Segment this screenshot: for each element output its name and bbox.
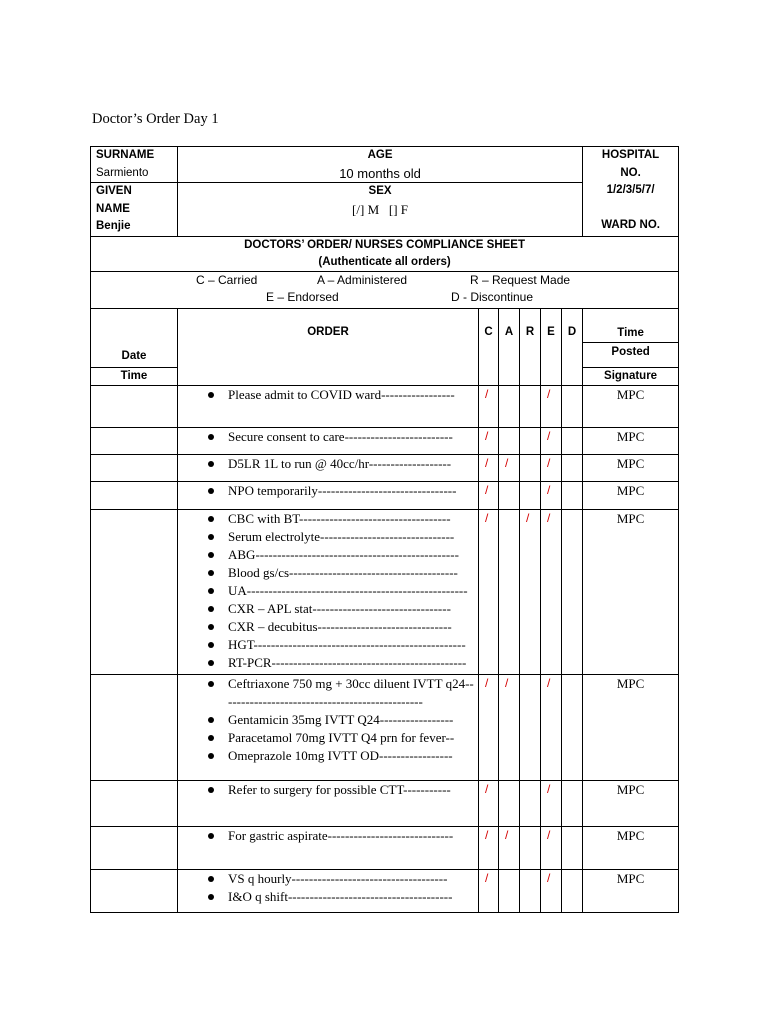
carried-mark: / xyxy=(479,509,499,674)
order-text: Blood gs/cs--------------------------------------- xyxy=(228,564,458,580)
signature-cell: MPC xyxy=(583,509,679,674)
order-cell xyxy=(178,454,479,481)
surname-cell xyxy=(91,147,178,183)
administered-mark xyxy=(499,869,520,912)
bullet-icon xyxy=(208,588,214,594)
bullet-icon xyxy=(208,488,214,494)
administered-mark: / xyxy=(499,826,520,869)
order-header-label: ORDER xyxy=(307,325,349,338)
legend-carried: C – Carried xyxy=(196,272,258,287)
carried-mark: / xyxy=(479,427,499,454)
given-label: GIVEN xyxy=(96,185,132,197)
signature-cell: MPC xyxy=(583,674,679,780)
order-item xyxy=(178,711,478,729)
sex-cell xyxy=(178,183,583,237)
bullet-icon xyxy=(208,735,214,741)
legend-discontinue: D - Discontinue xyxy=(451,289,534,304)
c-header xyxy=(479,308,499,385)
discontinue-mark xyxy=(562,385,583,427)
order-text: RT-PCR--------------------------------------------- xyxy=(228,654,467,670)
order-text: Paracetamol 70mg IVTT Q4 prn for fever-- xyxy=(228,729,455,745)
request-mark xyxy=(520,481,541,509)
hospital-number: 1/2/3/5/7/ xyxy=(606,184,655,196)
bullet-icon xyxy=(208,552,214,558)
bullet-icon xyxy=(208,753,214,759)
bullet-icon xyxy=(208,642,214,648)
d-header-label: D xyxy=(567,325,577,338)
request-mark xyxy=(520,385,541,427)
date-time-cell xyxy=(91,509,178,674)
endorsed-mark: / xyxy=(541,674,562,780)
date-time-cell xyxy=(91,481,178,509)
e-header-label: E xyxy=(547,325,555,338)
bullet-icon xyxy=(208,534,214,540)
administered-mark xyxy=(499,481,520,509)
date-time-cell xyxy=(91,427,178,454)
endorsed-mark: / xyxy=(541,481,562,509)
order-row xyxy=(91,481,679,509)
bullet-icon xyxy=(208,717,214,723)
bullet-icon xyxy=(208,434,214,440)
order-item xyxy=(178,510,478,528)
order-item xyxy=(178,600,478,618)
carried-mark: / xyxy=(479,454,499,481)
order-text: Omeprazole 10mg IVTT OD----------------- xyxy=(228,747,453,763)
legend-administered: A – Administered xyxy=(317,272,408,287)
order-item xyxy=(178,781,478,799)
order-item xyxy=(178,675,478,711)
order-text: UA--------------------------------------------------- xyxy=(228,582,468,598)
bullet-icon xyxy=(208,894,214,900)
endorsed-mark: / xyxy=(541,427,562,454)
request-mark xyxy=(520,454,541,481)
r-header xyxy=(520,308,541,385)
signature-cell: MPC xyxy=(583,780,679,826)
hospital-label-2: NO. xyxy=(620,166,641,179)
order-item xyxy=(178,636,478,654)
endorsed-mark: / xyxy=(541,509,562,674)
order-text: HGT------------------------------------------------- xyxy=(228,636,466,652)
discontinue-mark xyxy=(562,869,583,912)
order-cell xyxy=(178,674,479,780)
discontinue-mark xyxy=(562,826,583,869)
time-header xyxy=(91,367,178,385)
a-header-label: A xyxy=(504,325,514,338)
order-text: Serum electrolyte------------------------------- xyxy=(228,528,455,544)
request-mark: / xyxy=(520,509,541,674)
bullet-icon xyxy=(208,570,214,576)
bullet-icon xyxy=(208,392,214,398)
signature-cell: MPC xyxy=(583,385,679,427)
discontinue-mark xyxy=(562,674,583,780)
legend-cell xyxy=(91,271,679,308)
order-cell xyxy=(178,780,479,826)
signature-cell: MPC xyxy=(583,427,679,454)
order-header xyxy=(178,308,479,385)
order-cell xyxy=(178,509,479,674)
order-cell xyxy=(178,481,479,509)
order-cell xyxy=(178,869,479,912)
order-row xyxy=(91,385,679,427)
signature-cell: MPC xyxy=(583,826,679,869)
discontinue-mark xyxy=(562,454,583,481)
request-mark xyxy=(520,869,541,912)
sheet-title: DOCTORS’ ORDER/ NURSES COMPLIANCE SHEET xyxy=(244,238,525,251)
order-row xyxy=(91,427,679,454)
age-label: AGE xyxy=(367,149,393,161)
column-header-row xyxy=(91,308,679,367)
d-header xyxy=(562,308,583,385)
order-item xyxy=(178,386,478,404)
posted-label: Posted xyxy=(611,345,650,358)
order-item xyxy=(178,827,478,845)
carried-mark: / xyxy=(479,385,499,427)
order-item xyxy=(178,528,478,546)
carried-mark: / xyxy=(479,869,499,912)
carried-mark: / xyxy=(479,826,499,869)
order-row xyxy=(91,509,679,674)
hospital-cell xyxy=(583,147,679,237)
order-item xyxy=(178,747,478,765)
administered-mark: / xyxy=(499,674,520,780)
sex-label: SEX xyxy=(368,185,392,197)
order-item xyxy=(178,482,478,500)
date-time-cell xyxy=(91,780,178,826)
hospital-label: HOSPITAL xyxy=(601,149,660,161)
discontinue-mark xyxy=(562,780,583,826)
bullet-icon xyxy=(208,833,214,839)
bullet-icon xyxy=(208,461,214,467)
sheet-title-cell xyxy=(91,236,679,271)
given-name-cell xyxy=(91,183,178,237)
order-item xyxy=(178,564,478,582)
document-title: Doctor’s Order Day 1 xyxy=(92,111,219,127)
discontinue-mark xyxy=(562,481,583,509)
order-text: Refer to surgery for possible CTT----------- xyxy=(228,781,451,797)
order-text: Please admit to COVID ward----------------- xyxy=(228,386,455,402)
order-text: For gastric aspirate----------------------------- xyxy=(228,827,454,843)
order-cell xyxy=(178,385,479,427)
order-text: VS q hourly------------------------------------ xyxy=(228,870,448,886)
age-cell xyxy=(178,147,583,183)
order-text: D5LR 1L to run @ 40cc/hr------------------- xyxy=(228,455,452,471)
sex-value: [/] M [] F xyxy=(352,201,409,217)
ward-label: WARD NO. xyxy=(601,218,660,231)
legend-row xyxy=(91,271,679,308)
time-posted-header xyxy=(583,308,679,367)
bullet-icon xyxy=(208,787,214,793)
bullet-icon xyxy=(208,516,214,522)
date-header xyxy=(91,308,178,367)
bullet-icon xyxy=(208,624,214,630)
bullet-icon xyxy=(208,660,214,666)
legend-request-made: R – Request Made xyxy=(470,272,571,287)
age-value: 10 months old xyxy=(339,165,421,181)
administered-mark: / xyxy=(499,454,520,481)
endorsed-mark: / xyxy=(541,869,562,912)
order-row xyxy=(91,674,679,780)
bullet-icon xyxy=(208,606,214,612)
given-name-value: Benjie xyxy=(96,220,131,232)
order-cell xyxy=(178,826,479,869)
order-item xyxy=(178,618,478,636)
carried-mark: / xyxy=(479,780,499,826)
order-item xyxy=(178,582,478,600)
legend-endorsed: E – Endorsed xyxy=(266,289,339,304)
order-item xyxy=(178,870,478,888)
order-item xyxy=(178,729,478,747)
given-label-2: NAME xyxy=(96,202,130,215)
order-text: CXR – decubitus------------------------------- xyxy=(228,618,452,634)
order-text: CXR – APL stat-------------------------------- xyxy=(228,600,451,616)
order-text: Secure consent to care------------------------- xyxy=(228,428,453,444)
order-text: Ceftriaxone 750 mg + 30cc diluent IVTT q24----------------------------------------------- xyxy=(228,675,474,709)
request-mark xyxy=(520,780,541,826)
order-row xyxy=(91,780,679,826)
c-header-label: C xyxy=(484,325,493,338)
signature-cell: MPC xyxy=(583,454,679,481)
request-mark xyxy=(520,826,541,869)
order-text: Gentamicin 35mg IVTT Q24----------------- xyxy=(228,711,454,727)
order-text: I&O q shift-------------------------------------- xyxy=(228,888,453,904)
signature-header xyxy=(583,367,679,385)
endorsed-mark: / xyxy=(541,826,562,869)
a-header xyxy=(499,308,520,385)
sheet-subtitle: (Authenticate all orders) xyxy=(318,255,451,268)
order-item xyxy=(178,455,478,473)
surname-value: Sarmiento xyxy=(96,166,149,179)
order-item xyxy=(178,546,478,564)
administered-mark xyxy=(499,780,520,826)
endorsed-mark: / xyxy=(541,780,562,826)
request-mark xyxy=(520,674,541,780)
carried-mark: / xyxy=(479,674,499,780)
order-row xyxy=(91,454,679,481)
time-header-label: Time xyxy=(120,369,148,382)
signature-header-label: Signature xyxy=(604,369,658,382)
order-cell xyxy=(178,427,479,454)
order-item xyxy=(178,888,478,906)
signature-cell: MPC xyxy=(583,869,679,912)
date-time-cell xyxy=(91,674,178,780)
request-mark xyxy=(520,427,541,454)
carried-mark: / xyxy=(479,481,499,509)
bullet-icon xyxy=(208,681,214,687)
date-time-cell xyxy=(91,454,178,481)
endorsed-mark: / xyxy=(541,454,562,481)
orders-table xyxy=(90,146,679,913)
endorsed-mark: / xyxy=(541,385,562,427)
patient-info-row xyxy=(91,147,679,183)
order-text: CBC with BT----------------------------------- xyxy=(228,510,451,526)
administered-mark xyxy=(499,509,520,674)
e-header xyxy=(541,308,562,385)
date-header-label: Date xyxy=(121,349,147,362)
date-time-cell xyxy=(91,869,178,912)
administered-mark xyxy=(499,427,520,454)
sheet-title-row xyxy=(91,236,679,271)
order-row xyxy=(91,869,679,912)
order-item xyxy=(178,654,478,672)
order-text: ABG----------------------------------------------- xyxy=(228,546,459,562)
date-time-cell xyxy=(91,826,178,869)
administered-mark xyxy=(499,385,520,427)
discontinue-mark xyxy=(562,509,583,674)
sig-time-label: Time xyxy=(583,309,678,343)
date-time-cell xyxy=(91,385,178,427)
bullet-icon xyxy=(208,876,214,882)
r-header-label: R xyxy=(525,325,535,338)
signature-cell: MPC xyxy=(583,481,679,509)
discontinue-mark xyxy=(562,427,583,454)
surname-label: SURNAME xyxy=(96,149,155,161)
order-item xyxy=(178,428,478,446)
order-row xyxy=(91,826,679,869)
order-text: NPO temporarily-------------------------------- xyxy=(228,482,457,498)
